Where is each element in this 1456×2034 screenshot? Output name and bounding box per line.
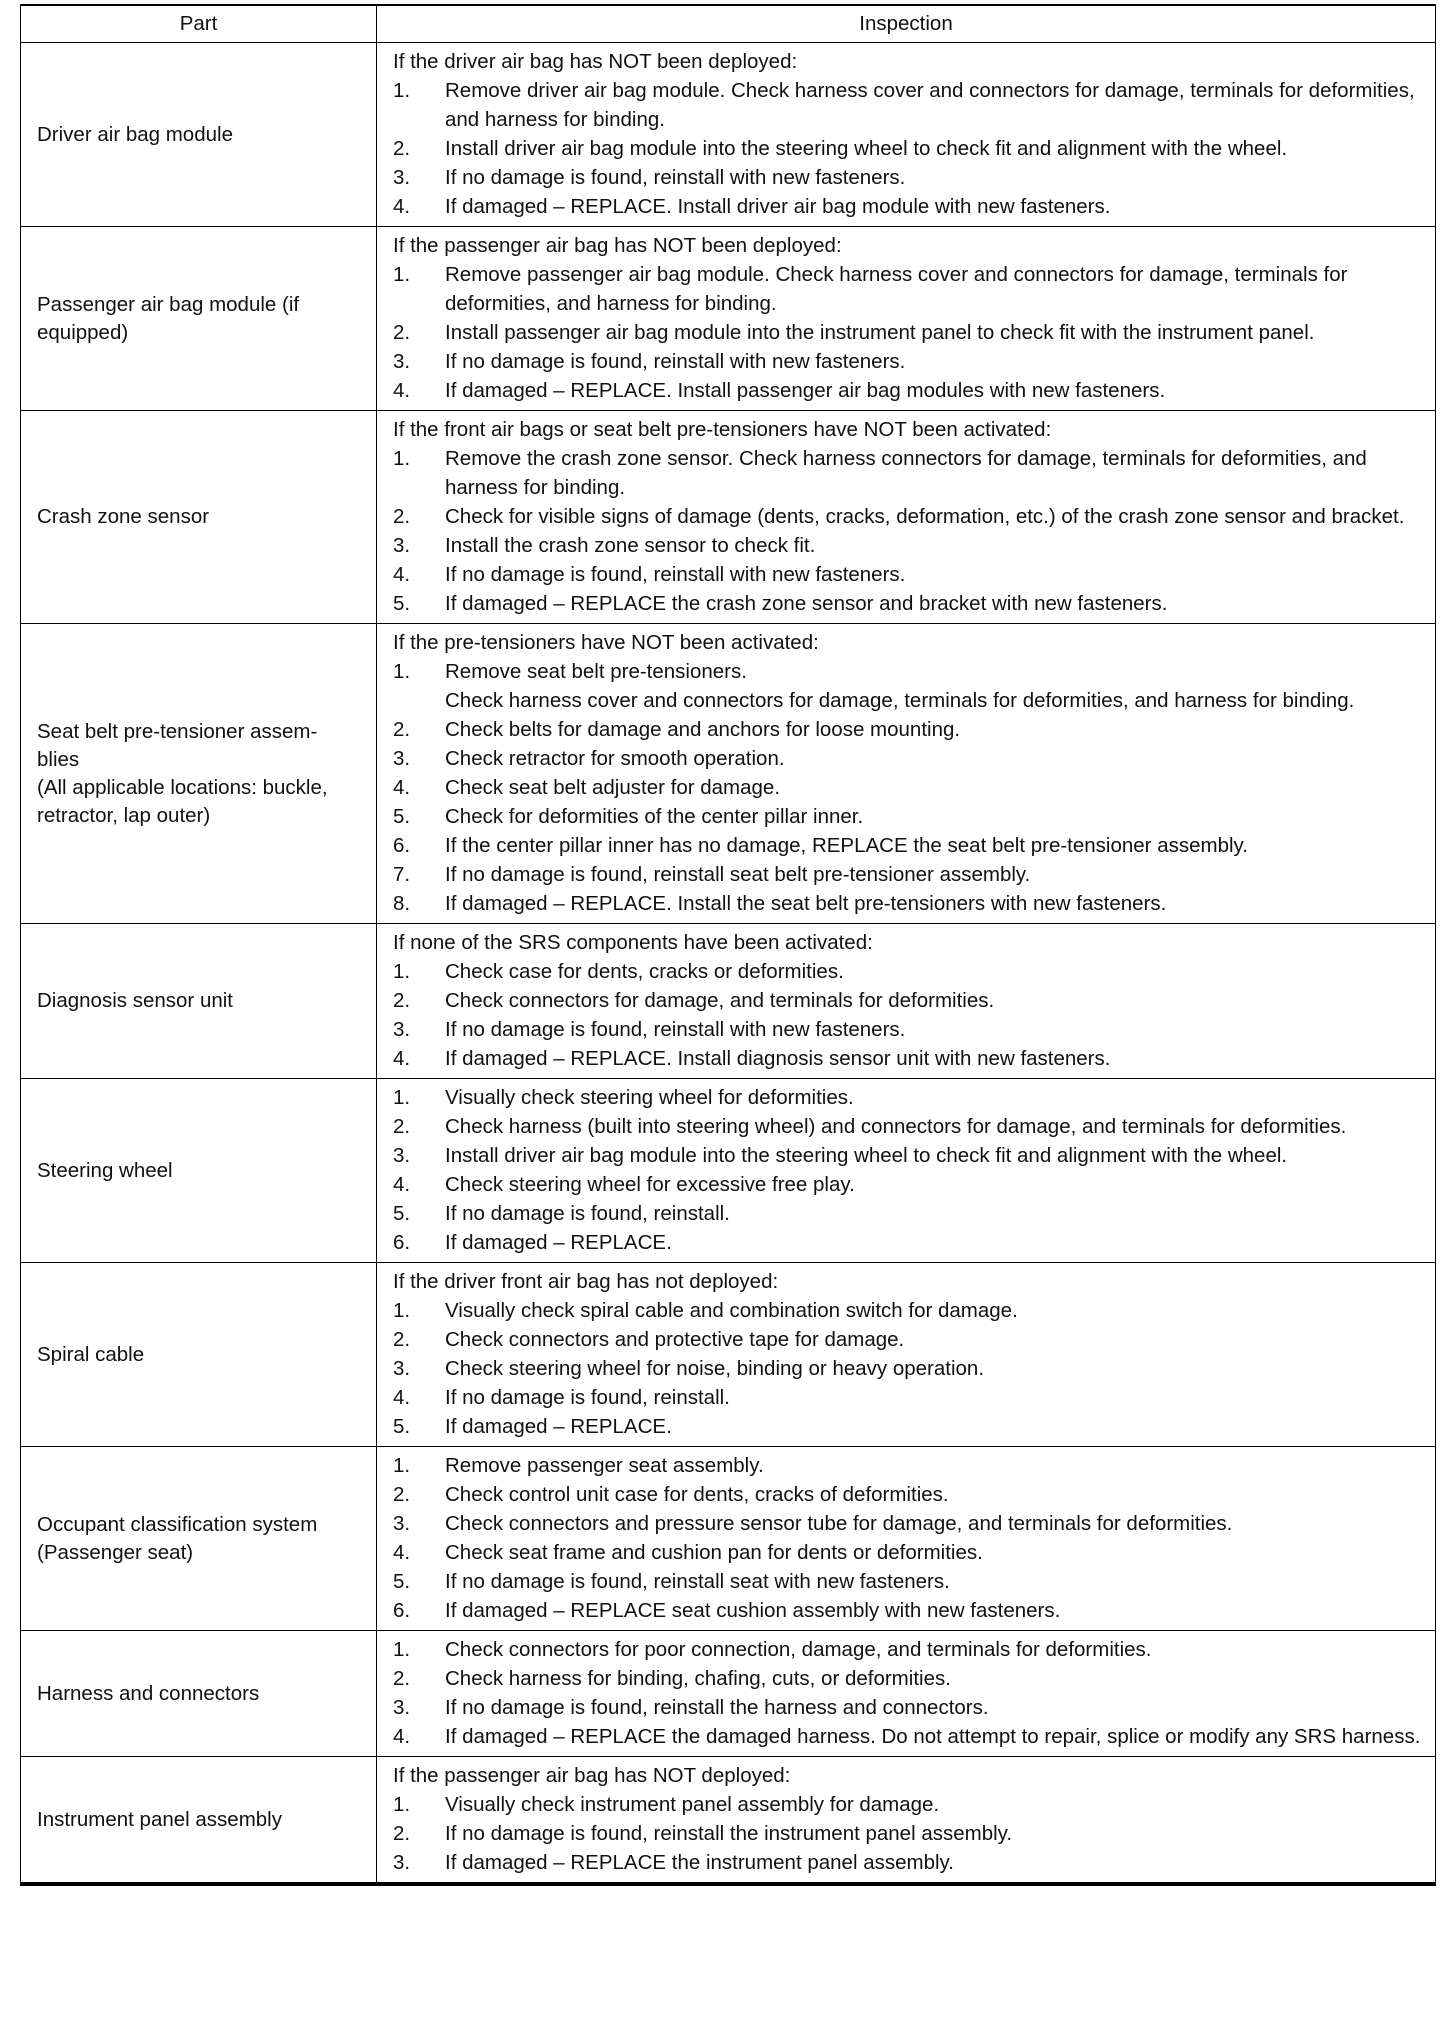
inspection-step	[393, 1848, 1425, 1877]
step-number: 3.	[393, 747, 411, 770]
part-name-line: (All applicable locations: buckle,	[37, 775, 328, 799]
inspection-cell	[377, 43, 1436, 227]
step-number: 5.	[393, 805, 411, 828]
step-text: Visually check instrument panel assembly for damage.	[445, 1793, 940, 1816]
inspection-step	[393, 1509, 1425, 1538]
inspection-cell	[377, 1447, 1436, 1631]
inspection-step	[393, 1044, 1425, 1073]
step-text: Check connectors and protective tape for damage.	[445, 1328, 905, 1351]
step-number: 7.	[393, 863, 411, 886]
step-number: 6.	[393, 1599, 411, 1622]
inspection-step	[393, 1451, 1425, 1480]
part-name-line: retractor, lap outer)	[37, 803, 211, 827]
inspection-step	[393, 1480, 1425, 1509]
step-number: 4.	[393, 379, 411, 402]
part-cell	[21, 1757, 377, 1885]
part-name-line: Crash zone sensor	[37, 505, 210, 528]
inspection-table	[20, 4, 1436, 1886]
step-number: 1.	[393, 263, 411, 286]
step-number: 4.	[393, 1541, 411, 1564]
step-number: 1.	[393, 79, 411, 102]
step-text: If damaged – REPLACE. Install the seat belt pre-tensioners with new fasteners.	[445, 892, 1167, 915]
step-text: Remove seat belt pre-tensioners.	[445, 660, 747, 683]
step-number: 3.	[393, 1018, 411, 1041]
step-text: Check for visible signs of damage (dents, cracks, deformation, etc.) of the crash zone sensor and bracket.	[445, 505, 1405, 528]
step-text: If no damage is found, reinstall.	[445, 1386, 730, 1409]
part-cell	[21, 924, 377, 1079]
inspection-step	[393, 1083, 1425, 1112]
step-text: Remove driver air bag module. Check harness cover and connectors for damage, terminals for deformities, and harness for binding.	[445, 79, 1415, 131]
step-number: 2.	[393, 505, 411, 528]
part-name-line: Harness and connectors	[37, 1681, 260, 1705]
inspection-step	[393, 1567, 1425, 1596]
step-text: If no damage is found, reinstall the instrument panel assembly.	[445, 1822, 1013, 1845]
inspection-step	[393, 560, 1425, 589]
inspection-step	[393, 744, 1425, 773]
step-number: 4.	[393, 1047, 411, 1070]
step-number: 5.	[393, 1570, 411, 1593]
step-number: 4.	[393, 1173, 411, 1196]
part-cell	[21, 624, 377, 924]
step-text: Check harness for binding, chafing, cuts, or deformities.	[445, 1667, 951, 1690]
step-text: Install passenger air bag module into the instrument panel to check fit with the instrument panel.	[445, 321, 1315, 344]
inspection-condition: If the driver air bag has NOT been deployed:	[393, 50, 798, 73]
table-body	[21, 43, 1436, 1885]
step-number: 5.	[393, 1202, 411, 1225]
part-name-line: equipped)	[37, 320, 129, 344]
inspection-step	[393, 1635, 1425, 1664]
inspection-step	[393, 1790, 1425, 1819]
step-number: 3.	[393, 1851, 411, 1874]
step-text: If damaged – REPLACE.	[445, 1415, 672, 1438]
part-name-line: Driver air bag module	[37, 122, 233, 146]
inspection-cell	[377, 1263, 1436, 1447]
inspection-step	[393, 376, 1425, 405]
step-number: 1.	[393, 1086, 411, 1109]
step-text: Check seat belt adjuster for damage.	[445, 776, 781, 799]
step-text: If no damage is found, reinstall seat belt pre-tensioner assembly.	[445, 863, 1031, 886]
table-row	[21, 43, 1436, 227]
inspection-step	[393, 531, 1425, 560]
inspection-step	[393, 860, 1425, 889]
step-number: 3.	[393, 1357, 411, 1380]
step-text: Install driver air bag module into the steering wheel to check fit and alignment with the wheel.	[445, 137, 1288, 160]
step-text: If no damage is found, reinstall with new fasteners.	[445, 350, 906, 373]
part-name-line: Spiral cable	[37, 1342, 145, 1366]
table-row	[21, 411, 1436, 624]
step-number: 1.	[393, 447, 411, 470]
step-text: If damaged – REPLACE. Install driver air bag module with new fasteners.	[445, 195, 1111, 218]
inspection-step	[393, 163, 1425, 192]
inspection-cell	[377, 624, 1436, 924]
step-number: 2.	[393, 1483, 411, 1506]
step-text: Install driver air bag module into the steering wheel to check fit and alignment with the wheel.	[445, 1144, 1288, 1167]
part-cell	[21, 1263, 377, 1447]
part-cell	[21, 411, 377, 624]
inspection-condition: If the passenger air bag has NOT deployed:	[393, 1764, 791, 1787]
inspection-step	[393, 1112, 1425, 1141]
step-number: 1.	[393, 960, 411, 983]
inspection-condition: If the driver front air bag has not deployed:	[393, 1270, 779, 1293]
inspection-step	[393, 773, 1425, 802]
step-text: Remove passenger seat assembly.	[445, 1454, 764, 1477]
part-name-line: (Passenger seat)	[37, 1540, 194, 1564]
step-number: 6.	[393, 834, 411, 857]
inspection-step	[393, 1693, 1425, 1722]
inspection-cell	[377, 1631, 1436, 1757]
step-text: If no damage is found, reinstall.	[445, 1202, 730, 1225]
table-row	[21, 1447, 1436, 1631]
part-cell	[21, 1079, 377, 1263]
step-text: Check retractor for smooth operation.	[445, 747, 785, 770]
inspection-step	[393, 957, 1425, 986]
step-text: If damaged – REPLACE. Install passenger air bag modules with new fasteners.	[445, 379, 1166, 402]
table-row	[21, 624, 1436, 924]
step-text: If damaged – REPLACE the instrument panel assembly.	[445, 1851, 954, 1874]
inspection-step	[393, 802, 1425, 831]
inspection-step	[393, 1819, 1425, 1848]
inspection-step	[393, 76, 1425, 134]
inspection-step	[393, 831, 1425, 860]
step-number: 1.	[393, 1454, 411, 1477]
step-text: If no damage is found, reinstall seat with new fasteners.	[445, 1570, 950, 1593]
inspection-step	[393, 134, 1425, 163]
inspection-condition: If none of the SRS components have been activated:	[393, 931, 873, 954]
inspection-step	[393, 318, 1425, 347]
table-row	[21, 924, 1436, 1079]
inspection-condition: If the front air bags or seat belt pre-tensioners have NOT been activated:	[393, 418, 1052, 441]
part-name-line: Diagnosis sensor unit	[37, 989, 233, 1012]
inspection-step	[393, 502, 1425, 531]
inspection-step	[393, 657, 1425, 715]
step-number: 4.	[393, 563, 411, 586]
inspection-step	[393, 1538, 1425, 1567]
step-number: 4.	[393, 1386, 411, 1409]
inspection-step	[393, 889, 1425, 918]
step-text: Visually check steering wheel for deformities.	[445, 1086, 854, 1109]
part-cell	[21, 227, 377, 411]
step-number: 2.	[393, 1115, 411, 1138]
inspection-step	[393, 986, 1425, 1015]
inspection-step	[393, 1383, 1425, 1412]
inspection-cell	[377, 1079, 1436, 1263]
step-number: 3.	[393, 350, 411, 373]
step-text: Install the crash zone sensor to check fit.	[445, 534, 816, 557]
inspection-step	[393, 1170, 1425, 1199]
step-text: If no damage is found, reinstall the harness and connectors.	[445, 1696, 989, 1719]
step-number: 2.	[393, 321, 411, 344]
step-text: If no damage is found, reinstall with new fasteners.	[445, 563, 906, 586]
step-text: Check steering wheel for noise, binding or heavy operation.	[445, 1357, 985, 1380]
part-name-line: Occupant classification system	[37, 1512, 318, 1536]
step-number: 4.	[393, 1725, 411, 1748]
inspection-step	[393, 1596, 1425, 1625]
step-number: 3.	[393, 1512, 411, 1535]
inspection-step	[393, 715, 1425, 744]
inspection-step	[393, 260, 1425, 318]
part-column-header: Part	[21, 5, 377, 43]
inspection-step	[393, 1228, 1425, 1257]
step-text: Check seat frame and cushion pan for dents or deformities.	[445, 1541, 983, 1564]
step-number: 2.	[393, 1822, 411, 1845]
step-number: 2.	[393, 989, 411, 1012]
inspection-step	[393, 1354, 1425, 1383]
step-text: Check connectors for poor connection, damage, and terminals for deformities.	[445, 1638, 1152, 1661]
inspection-step	[393, 1722, 1425, 1751]
step-number: 2.	[393, 1667, 411, 1690]
table-header-row	[21, 5, 1436, 43]
inspection-column-header: Inspection	[377, 5, 1436, 43]
step-text: If no damage is found, reinstall with new fasteners.	[445, 166, 906, 189]
step-text: Check harness cover and connectors for damage, terminals for deformities, and harness for binding.	[445, 689, 1355, 712]
inspection-step	[393, 347, 1425, 376]
step-text: If no damage is found, reinstall with new fasteners.	[445, 1018, 906, 1041]
inspection-step	[393, 589, 1425, 618]
step-number: 5.	[393, 1415, 411, 1438]
inspection-step	[393, 1015, 1425, 1044]
part-cell	[21, 1631, 377, 1757]
step-number: 1.	[393, 1299, 411, 1322]
step-number: 3.	[393, 534, 411, 557]
step-number: 2.	[393, 1328, 411, 1351]
table-row	[21, 1263, 1436, 1447]
step-text: Check steering wheel for excessive free play.	[445, 1173, 855, 1196]
part-cell	[21, 43, 377, 227]
step-text: Remove passenger air bag module. Check harness cover and connectors for damage, terminals for deformities, and harness for binding.	[445, 263, 1348, 315]
step-number: 3.	[393, 166, 411, 189]
inspection-cell	[377, 1757, 1436, 1885]
inspection-step	[393, 1664, 1425, 1693]
step-number: 3.	[393, 1696, 411, 1719]
step-text: If damaged – REPLACE.	[445, 1231, 672, 1254]
step-number: 1.	[393, 660, 411, 683]
inspection-condition: If the passenger air bag has NOT been deployed:	[393, 234, 842, 257]
step-text: Check connectors for damage, and terminals for deformities.	[445, 989, 995, 1012]
inspection-cell	[377, 411, 1436, 624]
step-text: Check harness (built into steering wheel) and connectors for damage, and terminals for deformities.	[445, 1115, 1347, 1138]
step-text: Check belts for damage and anchors for loose mounting.	[445, 718, 961, 741]
step-number: 2.	[393, 718, 411, 741]
table-row	[21, 1631, 1436, 1757]
part-name-line: Steering wheel	[37, 1158, 173, 1182]
inspection-step	[393, 444, 1425, 502]
step-text: If damaged – REPLACE. Install diagnosis sensor unit with new fasteners.	[445, 1047, 1111, 1070]
table-row	[21, 1079, 1436, 1263]
part-name-line: blies	[37, 747, 80, 771]
step-text: If damaged – REPLACE the crash zone sensor and bracket with new fasteners.	[445, 592, 1168, 615]
inspection-condition: If the pre-tensioners have NOT been activated:	[393, 631, 819, 654]
step-number: 2.	[393, 137, 411, 160]
part-name-line: Seat belt pre-tensioner assem-	[37, 719, 318, 743]
inspection-step	[393, 1325, 1425, 1354]
step-number: 3.	[393, 1144, 411, 1167]
step-text: Check case for dents, cracks or deformities.	[445, 960, 844, 983]
step-number: 5.	[393, 592, 411, 615]
table-row	[21, 1757, 1436, 1885]
inspection-step	[393, 1199, 1425, 1228]
step-text: Visually check spiral cable and combination switch for damage.	[445, 1299, 1018, 1322]
step-text: If the center pillar inner has no damage, REPLACE the seat belt pre-tensioner assembly.	[445, 834, 1248, 857]
step-number: 4.	[393, 195, 411, 218]
inspection-cell	[377, 924, 1436, 1079]
inspection-step	[393, 192, 1425, 221]
step-text: Check connectors and pressure sensor tube for damage, and terminals for deformities.	[445, 1512, 1233, 1535]
step-text: If damaged – REPLACE the damaged harness. Do not attempt to repair, splice or modify any SRS harness.	[445, 1725, 1421, 1748]
step-number: 1.	[393, 1638, 411, 1661]
step-text: Check for deformities of the center pillar inner.	[445, 805, 864, 828]
step-number: 6.	[393, 1231, 411, 1254]
step-text: If damaged – REPLACE seat cushion assembly with new fasteners.	[445, 1599, 1061, 1622]
inspection-step	[393, 1141, 1425, 1170]
step-text: Check control unit case for dents, cracks of deformities.	[445, 1483, 949, 1506]
step-number: 8.	[393, 892, 411, 915]
part-name-line: Passenger air bag module (if	[37, 292, 300, 316]
part-name-line: Instrument panel assembly	[37, 1807, 282, 1831]
part-cell	[21, 1447, 377, 1631]
table-row	[21, 227, 1436, 411]
step-number: 1.	[393, 1793, 411, 1816]
inspection-step	[393, 1296, 1425, 1325]
inspection-cell	[377, 227, 1436, 411]
inspection-step	[393, 1412, 1425, 1441]
step-number: 4.	[393, 776, 411, 799]
step-text: Remove the crash zone sensor. Check harness connectors for damage, terminals for deformities, and harness for binding.	[445, 447, 1367, 499]
